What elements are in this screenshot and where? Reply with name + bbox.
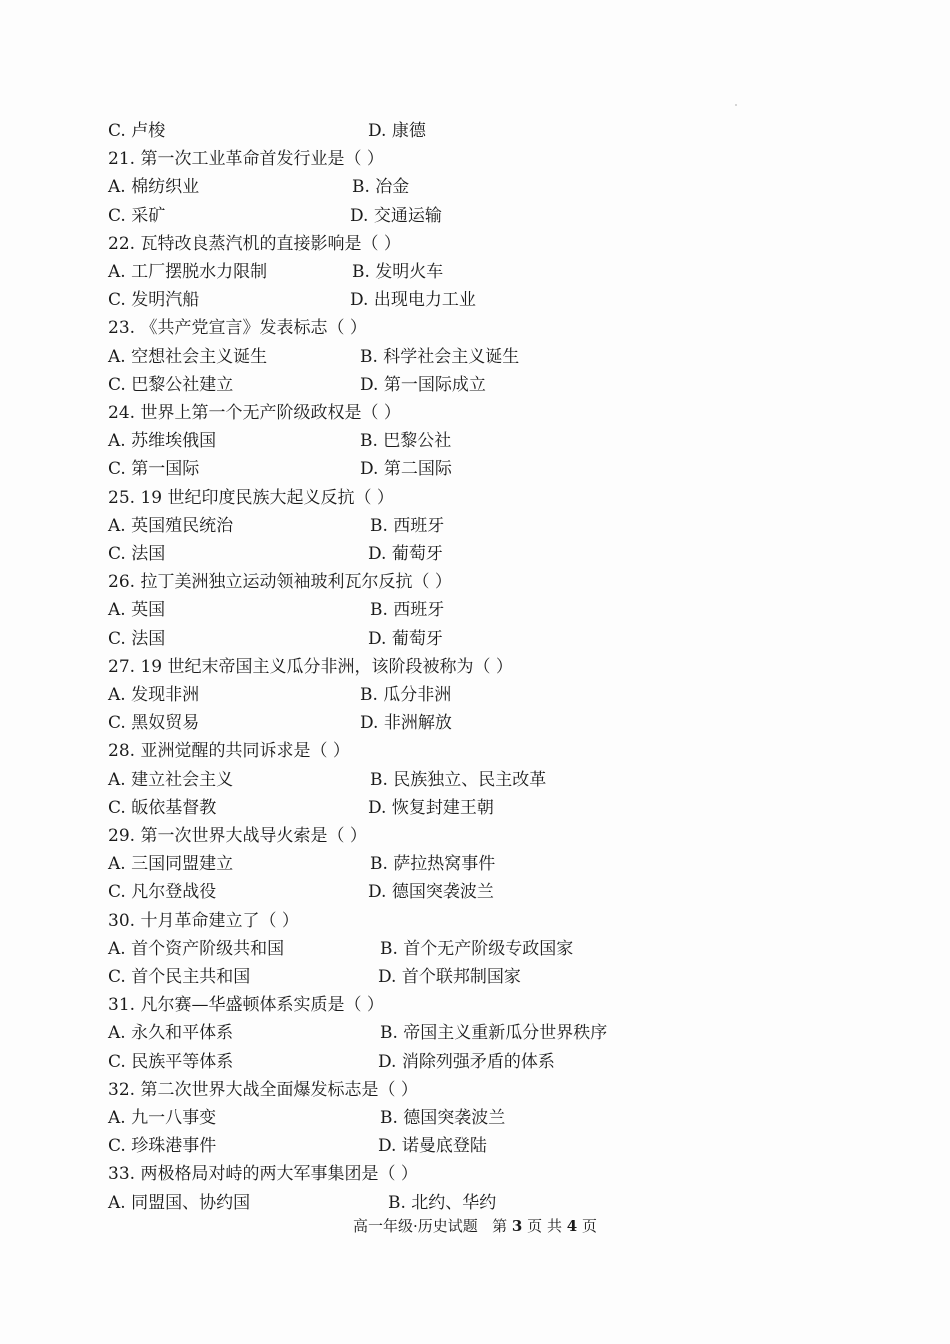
option-right: B. 北约、华约 — [388, 1192, 497, 1213]
footer-total-unit: 页 — [581, 1217, 597, 1235]
option-left: C. 首个民主共和国 — [108, 967, 251, 987]
page-footer — [0, 1214, 950, 1238]
footer-total-number: 4 — [566, 1217, 578, 1235]
option-left: A. 九一八事变 — [108, 1108, 217, 1128]
option-right: D. 德国突袭波兰 — [368, 882, 494, 903]
option-right: D. 消除列强矛盾的体系 — [378, 1051, 555, 1072]
option-left: C. 卢梭 — [108, 121, 166, 141]
option-right: B. 瓜分非洲 — [360, 685, 452, 705]
option-right: D. 康德 — [368, 121, 426, 141]
option-left: C. 皈依基督教 — [108, 797, 217, 818]
question-stem: 22. 瓦特改良蒸汽机的直接影响是（ ） — [108, 233, 401, 254]
option-left: A. 工厂摆脱水力限制 — [108, 262, 268, 282]
option-left: A. 英国殖民统治 — [108, 515, 234, 536]
footer-title: 高一年级·历史试题 — [353, 1217, 478, 1235]
question-stem: 21. 第一次工业革命首发行业是（ ） — [108, 149, 384, 170]
option-right: D. 葡萄牙 — [368, 544, 443, 564]
question-stem: 24. 世界上第一个无产阶级政权是（ ） — [108, 403, 401, 423]
option-right: B. 萨拉热窝事件 — [370, 854, 496, 875]
option-right: B. 德国突袭波兰 — [380, 1108, 506, 1128]
option-right: B. 西班牙 — [370, 515, 445, 536]
option-left: A. 建立社会主义 — [108, 769, 234, 790]
question-stem: 30. 十月革命建立了（ ） — [108, 910, 299, 931]
option-right: B. 首个无产阶级专政国家 — [380, 938, 574, 959]
footer-page-unit: 页 — [527, 1217, 543, 1235]
footer-page-number: 3 — [511, 1217, 523, 1235]
option-right: D. 非洲解放 — [360, 713, 452, 734]
footer-page-word: 第 — [492, 1217, 508, 1235]
option-right: D. 葡萄牙 — [368, 628, 443, 649]
option-left: A. 三国同盟建立 — [108, 854, 234, 875]
option-right: B. 民族独立、民主改革 — [370, 769, 547, 790]
footer-total-word: 共 — [546, 1217, 562, 1235]
option-left: C. 法国 — [108, 628, 166, 649]
option-left: C. 采矿 — [108, 205, 166, 226]
option-right: D. 第一国际成立 — [360, 374, 486, 395]
question-stem: 23. 《共产党宣言》发表标志（ ） — [108, 318, 367, 339]
option-left: C. 凡尔登战役 — [108, 882, 217, 903]
option-right: B. 帝国主义重新瓜分世界秩序 — [380, 1023, 608, 1044]
option-left: A. 首个资产阶级共和国 — [108, 938, 285, 959]
option-left: A. 永久和平体系 — [108, 1023, 234, 1044]
option-right: D. 恢复封建王朝 — [368, 797, 494, 818]
option-left: C. 第一国际 — [108, 459, 200, 480]
option-left: A. 空想社会主义诞生 — [108, 346, 268, 367]
option-left: A. 棉纺织业 — [108, 177, 200, 198]
option-right: B. 发明火车 — [352, 262, 444, 282]
question-stem: 26. 拉丁美洲独立运动领袖玻利瓦尔反抗（ ） — [108, 572, 452, 593]
question-stem: 29. 第一次世界大战导火索是（ ） — [108, 826, 367, 846]
option-right: D. 出现电力工业 — [350, 290, 476, 311]
option-left: C. 民族平等体系 — [108, 1051, 234, 1072]
option-left: A. 发现非洲 — [108, 685, 200, 705]
question-stem: 25. 19 世纪印度民族大起义反抗（ ） — [108, 487, 394, 508]
option-right: B. 科学社会主义诞生 — [360, 346, 520, 367]
option-right: B. 西班牙 — [370, 600, 445, 621]
option-left: C. 法国 — [108, 544, 166, 564]
option-left: C. 巴黎公社建立 — [108, 374, 234, 395]
option-right: D. 交通运输 — [350, 205, 442, 226]
question-stem: 33. 两极格局对峙的两大军事集团是（ ） — [108, 1164, 418, 1185]
option-left: A. 英国 — [108, 600, 166, 621]
option-right: B. 冶金 — [352, 177, 410, 198]
question-stem: 32. 第二次世界大战全面爆发标志是（ ） — [108, 1079, 418, 1100]
option-left: C. 黑奴贸易 — [108, 713, 200, 734]
option-right: B. 巴黎公社 — [360, 431, 452, 452]
option-left: C. 发明汽船 — [108, 290, 200, 311]
option-right: D. 诺曼底登陆 — [378, 1136, 487, 1157]
question-stem: 28. 亚洲觉醒的共同诉求是（ ） — [108, 741, 350, 762]
option-right: D. 第二国际 — [360, 459, 452, 480]
option-left: A. 苏维埃俄国 — [108, 431, 217, 452]
scan-speck — [735, 104, 737, 106]
question-stem: 27. 19 世纪末帝国主义瓜分非洲，该阶段被称为（ ） — [108, 656, 513, 677]
option-left: C. 珍珠港事件 — [108, 1136, 217, 1157]
question-stem: 31. 凡尔赛—华盛顿体系实质是（ ） — [108, 995, 384, 1016]
option-right: D. 首个联邦制国家 — [378, 967, 521, 987]
option-left: A. 同盟国、协约国 — [108, 1192, 251, 1213]
